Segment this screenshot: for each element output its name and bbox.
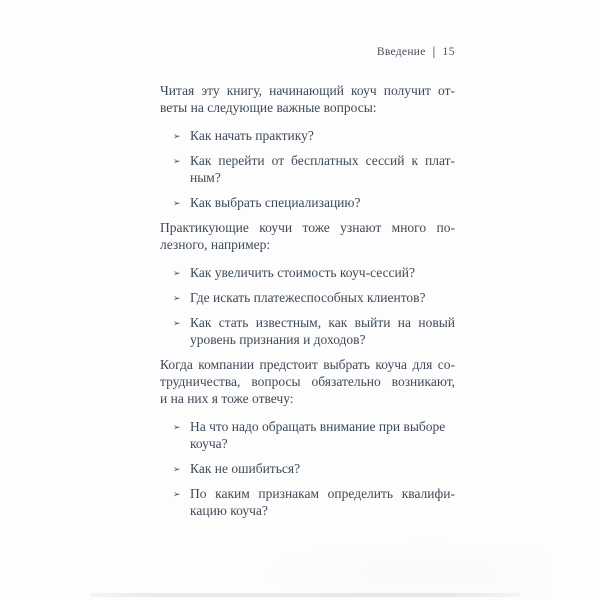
text-line: кацию коуча? <box>190 503 268 518</box>
text-line: и на них я тоже отвечу: <box>160 391 294 406</box>
bullet-list-companies <box>160 418 455 519</box>
bullet-arrow-icon: ➢ <box>173 422 181 433</box>
page-number: 15 <box>442 46 455 58</box>
bullet-list-beginner <box>160 127 455 211</box>
text-line: Когда компании предстоит выбрать коуча для со- <box>160 357 455 372</box>
bullet-arrow-icon: ➢ <box>173 198 181 209</box>
text-line: Как выбрать специализацию? <box>190 195 361 210</box>
text-line: Где искать платежеспособных клиентов? <box>190 290 426 305</box>
text-column <box>160 82 455 527</box>
text-line: уровень признания и доходов? <box>190 332 366 347</box>
list-item <box>160 485 455 519</box>
list-item <box>160 314 455 348</box>
bullet-arrow-icon: ➢ <box>173 464 181 475</box>
bullet-arrow-icon: ➢ <box>173 268 181 279</box>
text-line: Как не ошибиться? <box>190 461 301 476</box>
bullet-list-practicing <box>160 264 455 348</box>
list-item <box>160 460 455 477</box>
paragraph-companies <box>160 356 455 407</box>
text-line: ным? <box>190 170 221 185</box>
text-line: трудничества, вопросы обязательно возникают, <box>160 374 455 389</box>
text-line: Практикующие коучи тоже узнают много по- <box>160 220 455 235</box>
text-line: По каким признакам определить квалифи- <box>190 486 455 501</box>
text-line: Как стать известным, как выйти на новый <box>190 315 455 330</box>
scan-haze <box>250 540 550 595</box>
text-line: Как начать практику? <box>190 128 314 143</box>
bullet-arrow-icon: ➢ <box>173 318 181 329</box>
running-title: Введение <box>376 46 426 58</box>
text-line: лезного, например: <box>160 237 271 252</box>
list-item <box>160 289 455 306</box>
text-line: Как перейти от бесплатных сессий к плат- <box>190 153 455 168</box>
text-line: Как увеличить стоимость коуч-сессий? <box>190 265 415 280</box>
list-item <box>160 264 455 281</box>
text-line: Читая эту книгу, начинающий коуч получит от- <box>160 83 455 98</box>
list-item <box>160 418 455 452</box>
header-separator: | <box>432 45 436 59</box>
list-item <box>160 127 455 144</box>
list-item <box>160 152 455 186</box>
bullet-arrow-icon: ➢ <box>173 156 181 167</box>
bullet-arrow-icon: ➢ <box>173 489 181 500</box>
paragraph-practicing <box>160 219 455 253</box>
bullet-arrow-icon: ➢ <box>173 293 181 304</box>
page-header <box>160 46 455 58</box>
page-bottom-edge-shadow <box>90 593 520 597</box>
text-line: веты на следующие важные вопросы: <box>160 100 377 115</box>
text-line: На что надо обращать внимание при выборе <box>190 419 446 434</box>
list-item <box>160 194 455 211</box>
paragraph-intro <box>160 82 455 116</box>
text-line: коуча? <box>190 436 228 451</box>
bullet-arrow-icon: ➢ <box>173 131 181 142</box>
